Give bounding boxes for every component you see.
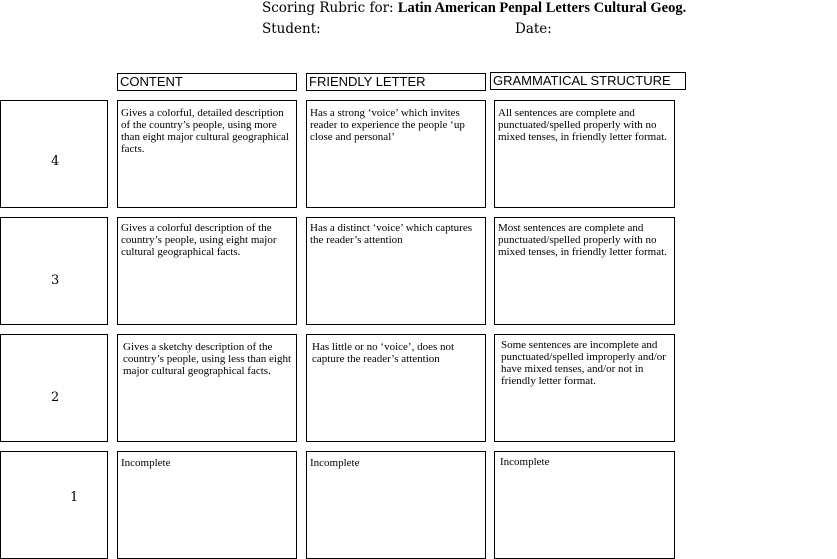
score-cell-4 — [0, 100, 108, 208]
score-cell-1 — [0, 451, 108, 559]
score-cell-2 — [0, 334, 108, 442]
cell-text: Some sentences are incomplete and punctuated/spelled improperly and/or have mixed tenses, and/or not in friendly letter format. — [501, 339, 666, 387]
cell-text: Gives a colorful, detailed description of the country’s people, using more than eight major cultural geographical facts. — [121, 107, 289, 155]
rubric-cell-4-friendly-letter — [306, 100, 486, 208]
rubric-cell-3-content — [117, 217, 297, 325]
column-header-friendly-letter: FRIENDLY LETTER — [306, 73, 486, 91]
score-value: 3 — [51, 273, 60, 288]
cell-text: Has a distinct ‘voice’ which captures the reader’s attention — [310, 222, 472, 246]
rubric-cell-1-grammar — [494, 451, 675, 559]
date-label: Date: — [515, 21, 552, 37]
rubric-title — [262, 0, 686, 17]
score-value: 4 — [51, 154, 60, 169]
assignment-title: Latin American Penpal Letters Cultural Geog. — [397, 0, 687, 16]
cell-text: Most sentences are complete and punctuated/spelled properly with no mixed tenses, in friendly letter format. — [498, 222, 667, 258]
rubric-cell-4-grammar — [494, 100, 675, 208]
cell-text: All sentences are complete and punctuated/spelled properly with no mixed tenses, in friendly letter format. — [498, 107, 667, 143]
cell-text: Incomplete — [121, 457, 171, 469]
score-value: 1 — [70, 490, 79, 505]
student-label: Student: — [262, 21, 321, 37]
rubric-cell-1-content — [117, 451, 297, 559]
rubric-cell-4-content — [117, 100, 297, 208]
rubric-cell-2-content — [117, 334, 297, 442]
rubric-cell-2-friendly-letter — [306, 334, 486, 442]
cell-text: Has a strong ‘voice’ which invites reader to experience the people ‘up close and personal’ — [310, 107, 465, 143]
cell-text: Gives a colorful description of the country’s people, using eight major cultural geographical facts. — [121, 222, 277, 258]
title-prefix: Scoring Rubric for: — [262, 0, 394, 16]
cell-text: Gives a sketchy description of the country’s people, using less than eight major cultural geographical facts. — [123, 341, 292, 377]
cell-text: Incomplete — [310, 457, 360, 469]
rubric-cell-3-friendly-letter — [306, 217, 486, 325]
column-header-content: CONTENT — [117, 73, 297, 91]
rubric-cell-2-grammar — [494, 334, 675, 442]
score-cell-3 — [0, 217, 108, 325]
column-header-grammatical-structure: GRAMMATICAL STRUCTURE — [490, 72, 686, 90]
score-value: 2 — [51, 390, 60, 405]
rubric-cell-3-grammar — [494, 217, 675, 325]
cell-text: Has little or no ‘voice’, does not capture the reader’s attention — [312, 341, 455, 365]
rubric-cell-1-friendly-letter — [306, 451, 486, 559]
cell-text: Incomplete — [500, 456, 550, 468]
